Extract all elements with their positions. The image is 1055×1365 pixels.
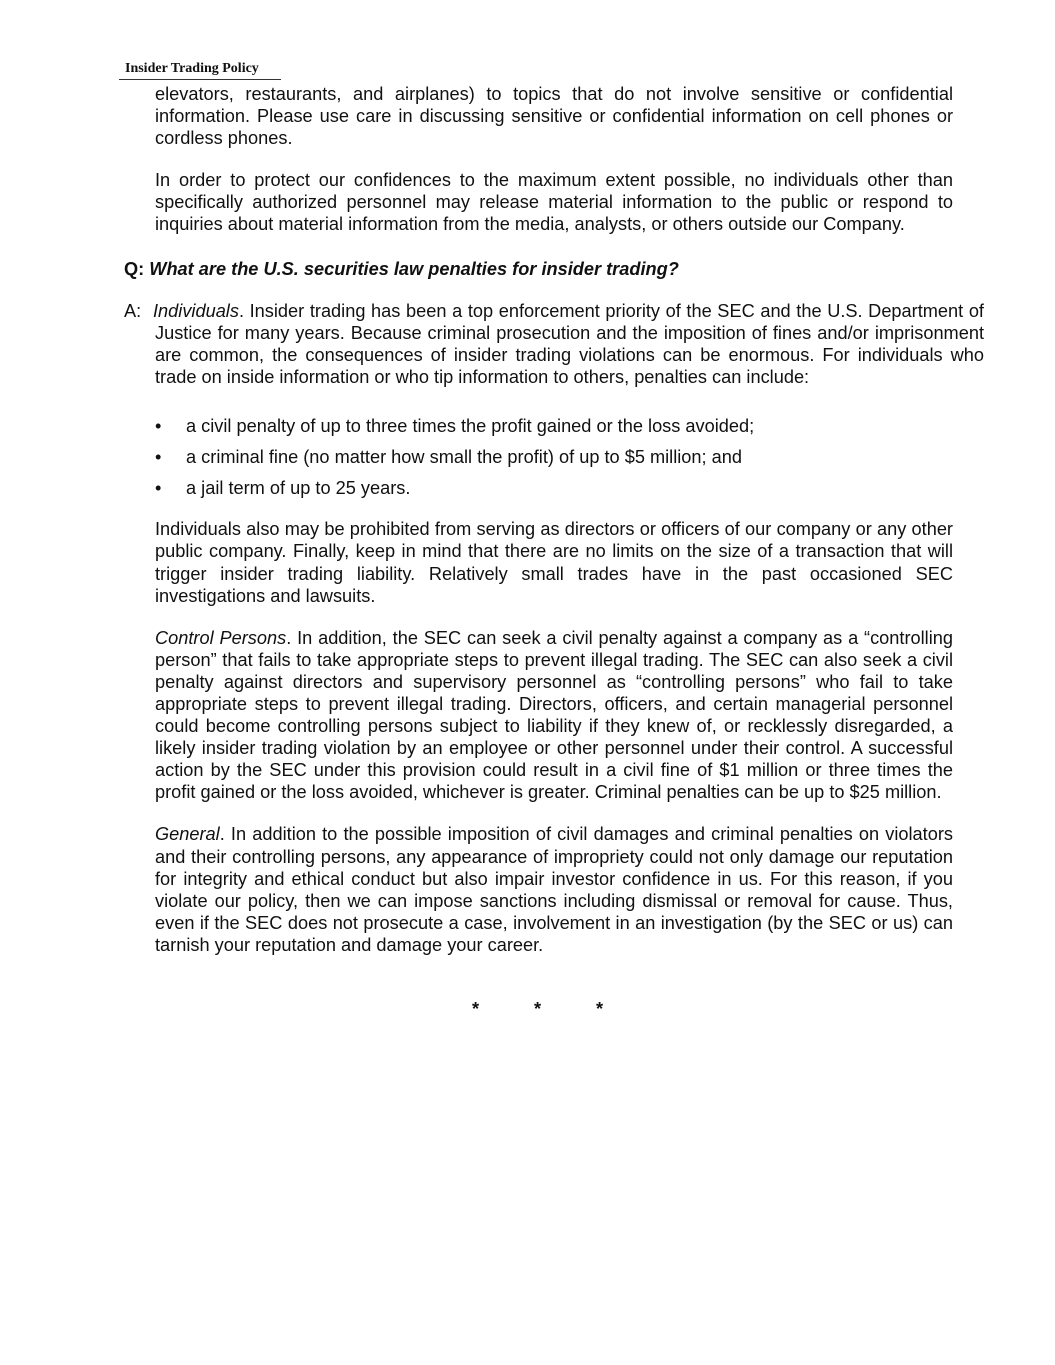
bullet-icon: •: [155, 447, 162, 468]
question: [124, 258, 1055, 280]
list-item-text: a criminal fine (no matter how small the profit) of up to $5 million; and: [186, 447, 742, 468]
list-item: [155, 415, 1055, 437]
control-persons-paragraph: [155, 627, 953, 804]
question-label: Q:: [124, 258, 145, 279]
separator-star: *: [534, 999, 542, 1019]
list-item-text: a civil penalty of up to three times the profit gained or the loss avoided;: [186, 416, 755, 437]
question-text: What are the U.S. securities law penalties for insider trading?: [149, 258, 679, 279]
bullet-icon: •: [155, 478, 162, 499]
list-item: [155, 446, 1055, 468]
individuals-prohibition-paragraph: Individuals also may be prohibited from serving as directors or officers of our company or any other public company. Finally, keep in mind that there are no limits on the size of a transaction that will trigger insider trading liability. Relatively small trades have in the past occasioned SEC investigations and lawsuits.: [155, 519, 953, 606]
control-persons-text: . In addition, the SEC can seek a civil penalty against a company as a “controlling person” that fails to take appropriate steps to prevent illegal trading. The SEC can also seek a civil penalty against directors and supervisory personnel as “controlling persons” who fail to take appropriate steps to prevent illegal trading. Directors, officers, and certain managerial personnel could become controlling persons subject to liability if they knew of, or recklessly disregarded, a likely insider trading violation by an employee or other personnel under their control. A successful action by the SEC under this provision could result in a civil fine of $1 million or three times the profit gained or the loss avoided, whichever is greater. Criminal penalties can be up to $25 million.: [155, 627, 953, 803]
separator-star: *: [472, 999, 480, 1019]
individuals-text: . Insider trading has been a top enforcement priority of the SEC and the U.S. Department of Justice for many years. Because criminal prosecution and the imposition of fines and/or imprisonment are common, the consequences of insider trading violations can be enormous. For individuals who trade on inside information or who tip information to others, penalties can include:: [155, 300, 984, 387]
answer-label: A:: [124, 300, 142, 321]
section-separator: [472, 998, 1055, 1020]
general-paragraph: [155, 823, 953, 956]
answer-individuals-paragraph: [124, 300, 984, 388]
penalties-list: [155, 415, 1055, 499]
continuation-paragraph: elevators, restaurants, and airplanes) to topics that do not involve sensitive or confidential information. Please use care in discussing sensitive or confidential information on cell phones or cordless phones.: [155, 84, 953, 149]
general-heading: General: [155, 824, 220, 845]
separator-star: *: [596, 999, 604, 1019]
individuals-heading: Individuals: [153, 300, 239, 321]
bullet-icon: •: [155, 416, 162, 437]
list-item-text: a jail term of up to 25 years.: [186, 478, 411, 499]
general-text: . In addition to the possible imposition of civil damages and criminal penalties on violators and their controlling persons, any appearance of impropriety could not only damage our reputation for integrity and ethical conduct but also impair investor confidence in us. For this reason, if you violate our policy, then we can impose sanctions including dismissal or removal for cause. Thus, even if the SEC does not prosecute a case, involvement in an investigation (by the SEC or us) can tarnish your reputation and damage your career.: [155, 824, 953, 955]
document-body: [0, 83, 1055, 1020]
list-item: [155, 477, 1055, 499]
confidences-paragraph: In order to protect our confidences to the maximum extent possible, no individuals other than specifically authorized personnel may release material information to the public or respond to inquiries about material information from the media, analysts, or others outside our Company.: [155, 170, 953, 235]
page-header: Insider Trading Policy: [119, 60, 281, 80]
control-persons-heading: Control Persons: [155, 627, 287, 648]
